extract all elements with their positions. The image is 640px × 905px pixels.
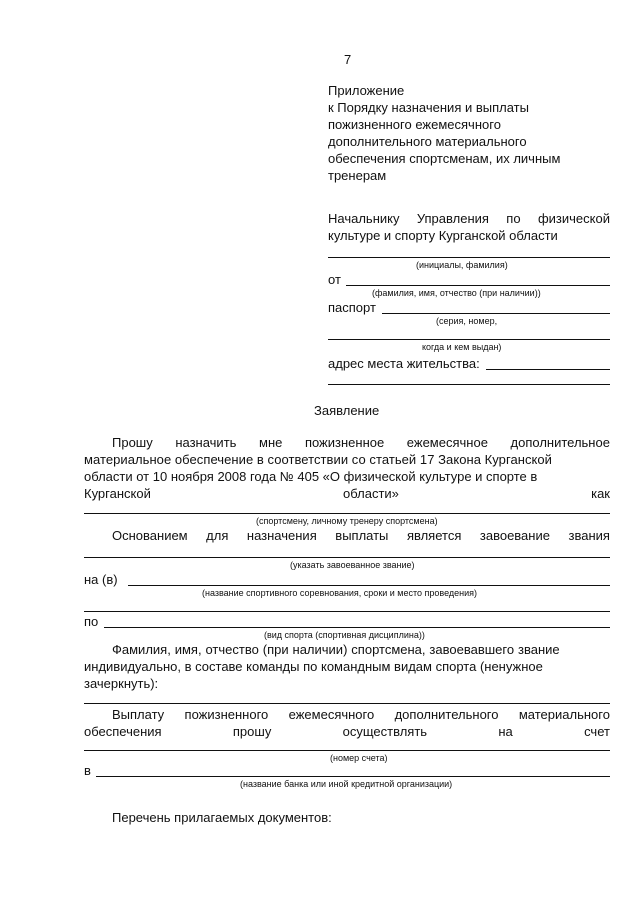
appendix-title: Приложение bbox=[328, 83, 405, 98]
title-hint: (указать завоеванное звание) bbox=[290, 560, 415, 570]
title-field-line[interactable] bbox=[84, 557, 610, 558]
word: назначить bbox=[175, 435, 237, 450]
page-number: 7 bbox=[344, 52, 352, 67]
address-field-line[interactable] bbox=[486, 369, 610, 370]
word: ежемесячного bbox=[288, 707, 375, 722]
word: Начальнику bbox=[328, 211, 400, 226]
appendix-line: к Порядку назначения и выплаты bbox=[328, 100, 529, 115]
word: счет bbox=[584, 724, 610, 739]
word: материального bbox=[518, 707, 610, 722]
paragraph-1-line-1 bbox=[112, 436, 610, 449]
word: прошу bbox=[232, 724, 272, 739]
word: Курганской bbox=[84, 486, 151, 501]
word: выплаты bbox=[335, 528, 389, 543]
bank-hint: (название банка или иной кредитной организации) bbox=[240, 779, 453, 789]
word: обеспечения bbox=[84, 724, 162, 739]
paragraph-1-line-3: области от 10 ноября 2008 года № 405 «О физической культуре и спорте в bbox=[84, 469, 538, 484]
address-field-line-2[interactable] bbox=[328, 384, 610, 385]
word: является bbox=[406, 528, 462, 543]
series-hint: (серия, номер, bbox=[436, 316, 498, 326]
issued-hint: когда и кем выдан) bbox=[422, 342, 502, 352]
bank-label: в bbox=[84, 763, 91, 778]
passport-issued-line[interactable] bbox=[328, 339, 610, 340]
paragraph-3-line-3: зачеркнуть): bbox=[84, 676, 159, 691]
statement-title: Заявление bbox=[314, 403, 380, 418]
word: физической bbox=[537, 211, 610, 226]
address-label: адрес места жительства: bbox=[328, 356, 480, 371]
word: по bbox=[506, 211, 521, 226]
paragraph-3-line-1: Фамилия, имя, отчество (при наличии) спортсмена, завоевавшего звание bbox=[112, 642, 560, 657]
appendix-line: дополнительного материального bbox=[328, 134, 527, 149]
athlete-names-field-line[interactable] bbox=[84, 703, 610, 704]
word: области» bbox=[343, 486, 399, 501]
word: дополнительное bbox=[510, 435, 610, 450]
word: осуществлять bbox=[342, 724, 428, 739]
passport-label: паспорт bbox=[328, 300, 376, 315]
word: Прошу bbox=[112, 435, 153, 450]
word: завоевание bbox=[479, 528, 550, 543]
appendix-line: обеспечения спортсменам, их личным bbox=[328, 151, 561, 166]
word: Основанием bbox=[112, 528, 188, 543]
appendix-line: тренерам bbox=[328, 168, 387, 183]
passport-field-line[interactable] bbox=[382, 313, 610, 314]
account-field-line[interactable] bbox=[84, 750, 610, 751]
athlete-hint: (спортсмену, личному тренеру спортсмена) bbox=[256, 516, 438, 526]
appendix-line: пожизненного ежемесячного bbox=[328, 117, 501, 132]
athlete-field-line[interactable] bbox=[84, 513, 610, 514]
word: ежемесячное bbox=[406, 435, 488, 450]
account-hint: (номер счета) bbox=[330, 753, 388, 763]
word: назначения bbox=[246, 528, 317, 543]
word: дополнительного bbox=[394, 707, 499, 722]
at-label: на (в) bbox=[84, 572, 118, 587]
word: пожизненного bbox=[184, 707, 269, 722]
competition-field-line[interactable] bbox=[128, 585, 610, 586]
initials-field-line[interactable] bbox=[328, 257, 610, 258]
paragraph-3-line-2: индивидуально, в составе команды по командным видам спорта (ненужное bbox=[84, 659, 543, 674]
word: Управления bbox=[416, 211, 489, 226]
sport-hint: (вид спорта (спортивная дисциплина)) bbox=[264, 630, 425, 640]
initials-hint: (инициалы, фамилия) bbox=[416, 260, 508, 270]
paragraph-2-line-1 bbox=[112, 529, 610, 542]
fio-hint: (фамилия, имя, отчество (при наличии)) bbox=[372, 288, 541, 298]
documents-label: Перечень прилагаемых документов: bbox=[112, 810, 332, 825]
word: как bbox=[591, 486, 610, 501]
word: Выплату bbox=[112, 707, 165, 722]
competition-hint: (название спортивного соревнования, сроки и место проведения) bbox=[202, 588, 478, 598]
competition-field-line-2[interactable] bbox=[84, 611, 610, 612]
paragraph-4-line-2 bbox=[84, 725, 610, 738]
sport-field-line[interactable] bbox=[104, 627, 610, 628]
paragraph-4-line-1 bbox=[112, 708, 610, 721]
addressee-line-2: культуре и спорту Курганской области bbox=[328, 228, 558, 243]
word: на bbox=[498, 724, 513, 739]
from-field-line[interactable] bbox=[346, 285, 610, 286]
word: пожизненное bbox=[304, 435, 385, 450]
word: мне bbox=[259, 435, 283, 450]
addressee-line-1 bbox=[328, 212, 610, 225]
sport-label: по bbox=[84, 614, 99, 629]
bank-field-line[interactable] bbox=[96, 776, 610, 777]
paragraph-1-line-2: материальное обеспечение в соответствии со статьей 17 Закона Курганской bbox=[84, 452, 552, 467]
paragraph-1-line-4 bbox=[84, 487, 610, 500]
word: звания bbox=[568, 528, 610, 543]
from-label: от bbox=[328, 272, 341, 287]
word: для bbox=[206, 528, 229, 543]
